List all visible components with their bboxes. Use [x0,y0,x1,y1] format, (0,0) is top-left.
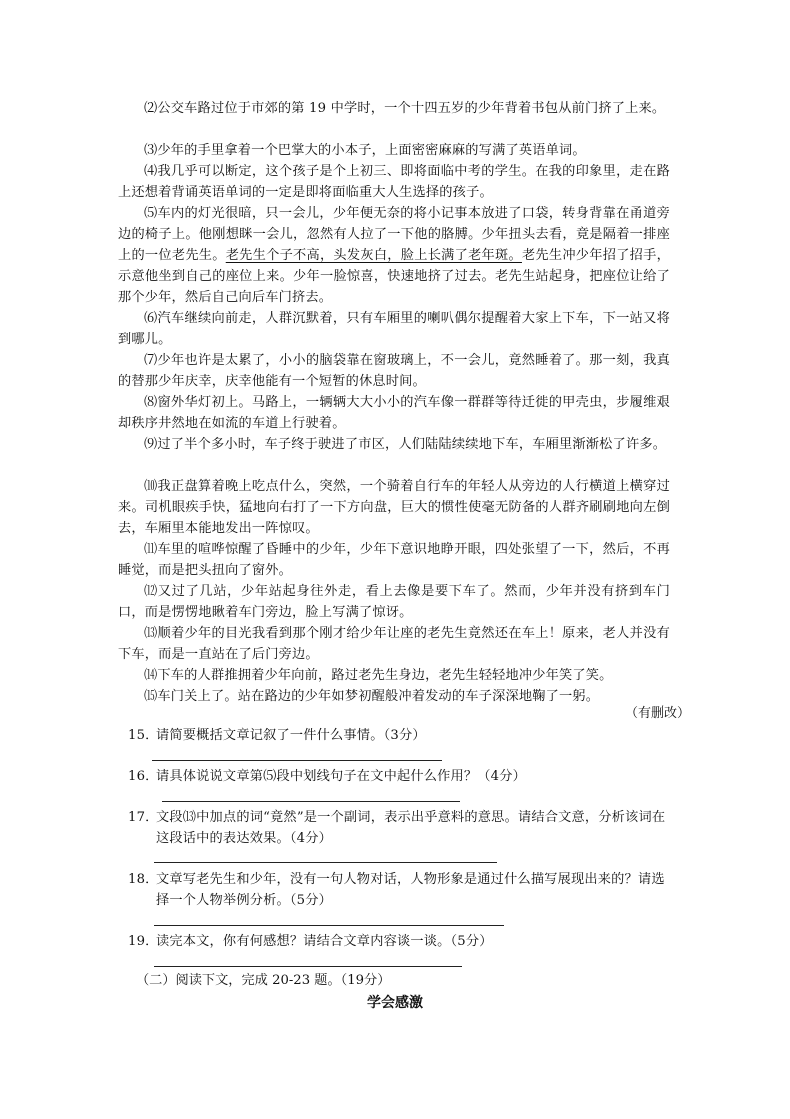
paragraph-13: ⒀顺着少年的目光我看到那个刚才给少年让座的老先生竟然还在车上！原来，老人并没有下车，而是一直站在了后门旁边。 [118,626,670,662]
paragraph-4: ⑷我几乎可以断定，这个孩子是个上初三、即将面临中考的学生。在我的印象里，走在路上还想着背诵英语单词的一定是即将面临重大人生选择的孩子。 [118,164,670,200]
section-title: 学会感激 [367,995,423,1011]
question-17: 17．文段⒀中加点的词“竟然”是一个副词，表示出乎意料的意思。请结合文意，分析该词在这段话中的表达效果。（4分） [128,810,666,846]
paragraph-10: ⑽我正盘算着晚上吃点什么，突然，一个骑着自行车的年轻人从旁边的人行横道上横穿过来。司机眼疾手快，猛地向右打了一下方向盘，巨大的惯性使毫无防备的人群齐刷刷地向左倒去，车厢里本能地发出一阵惊叹。 [118,479,670,536]
paragraph-15: ⒂车门关上了。站在路边的少年如梦初醒般冲着发动的车子深深地鞠了一躬。 [144,689,600,704]
question-16: 16．请具体说说文章第⑸段中划线句子在文中起什么作用？（4分） [128,769,527,784]
paragraph-14: ⒁下车的人群推拥着少年向前，路过老先生身边，老先生轻轻地冲少年笑了笑。 [144,668,613,683]
paragraph-12: ⑿又过了几站，少年站起身往外走，看上去像是要下车了。然而，少年并没有挤到车门口，而是愣愣地瞅着车门旁边，脸上写满了惊讶。 [118,584,670,620]
answer-line [154,966,462,967]
paragraph-2: ⑵公交车路过位于市郊的第 19 中学时，一个十四五岁的少年背着书包从前门挤了上来。 [144,101,666,116]
answer-line [152,760,442,761]
paragraph-7: ⑺少年也许是太累了，小小的脑袋靠在窗玻璃上，不一会儿，竟然睡着了。那一刻，我真的替那少年庆幸，庆幸他能有一个短暂的休息时间。 [118,353,670,389]
edit-note: （有删改） [624,706,690,721]
paragraph-8: ⑻窗外华灯初上。马路上，一辆辆大大小小的汽车像一群群等待迁徙的甲壳虫，步履维艰却秩序井然地在如流的车道上行驶着。 [118,395,670,431]
answer-line [154,862,497,863]
section-heading: （二）阅读下文，完成 20-23 题。（19分） [136,973,391,988]
paragraph-9: ⑼过了半个多小时，车子终于驶进了市区，人们陆陆续续地下车，车厢里渐渐松了许多。 [144,437,667,452]
paragraph-3: ⑶少年的手里拿着一个巴掌大的小本子，上面密密麻麻的写满了英语单词。 [144,143,586,158]
question-19: 19．读完本文，你有何感想？请结合文章内容谈一谈。（5分） [128,934,493,949]
underlined-sentence: 老先生个子不高，头发灰白，脸上长满了老年斑。 [225,248,522,263]
paragraph-5: ⑸车内的灯光很暗，只一会儿，少年便无奈的将小记事本放进了口袋，转身背靠在甬道旁边的椅子上。他刚想眯一会儿，忽然有人拉了一下他的胳膊。少年扭头去看，竟是隔着一排座上的一位老先生。老先生个子不高，头发灰白，脸上长满了老年斑。老先生冲少年招了招手，示意他坐到自己的座位上来。少年一脸惊喜，快速地挤了过去。老先生站起身，把座位让给了那个少年，然后自己向后车门挤去。 [118,206,670,305]
answer-line [162,801,460,802]
paragraph-11: ⑾车里的喧哗惊醒了昏睡中的少年，少年下意识地睁开眼，四处张望了一下，然后，不再睡觉，而是把头扭向了窗外。 [118,542,670,578]
question-15: 15．请简要概括文章记叙了一件什么事情。（3分） [128,728,426,743]
paragraph-6: ⑹汽车继续向前走，人群沉默着，只有车厢里的喇叭偶尔提醒着大家上下车，下一站又将到哪儿。 [118,311,670,347]
question-18: 18．文章写老先生和少年，没有一句人物对话，人物形象是通过什么描写展现出来的？请选择一个人物举例分析。（5分） [128,872,665,908]
answer-line [154,925,504,926]
